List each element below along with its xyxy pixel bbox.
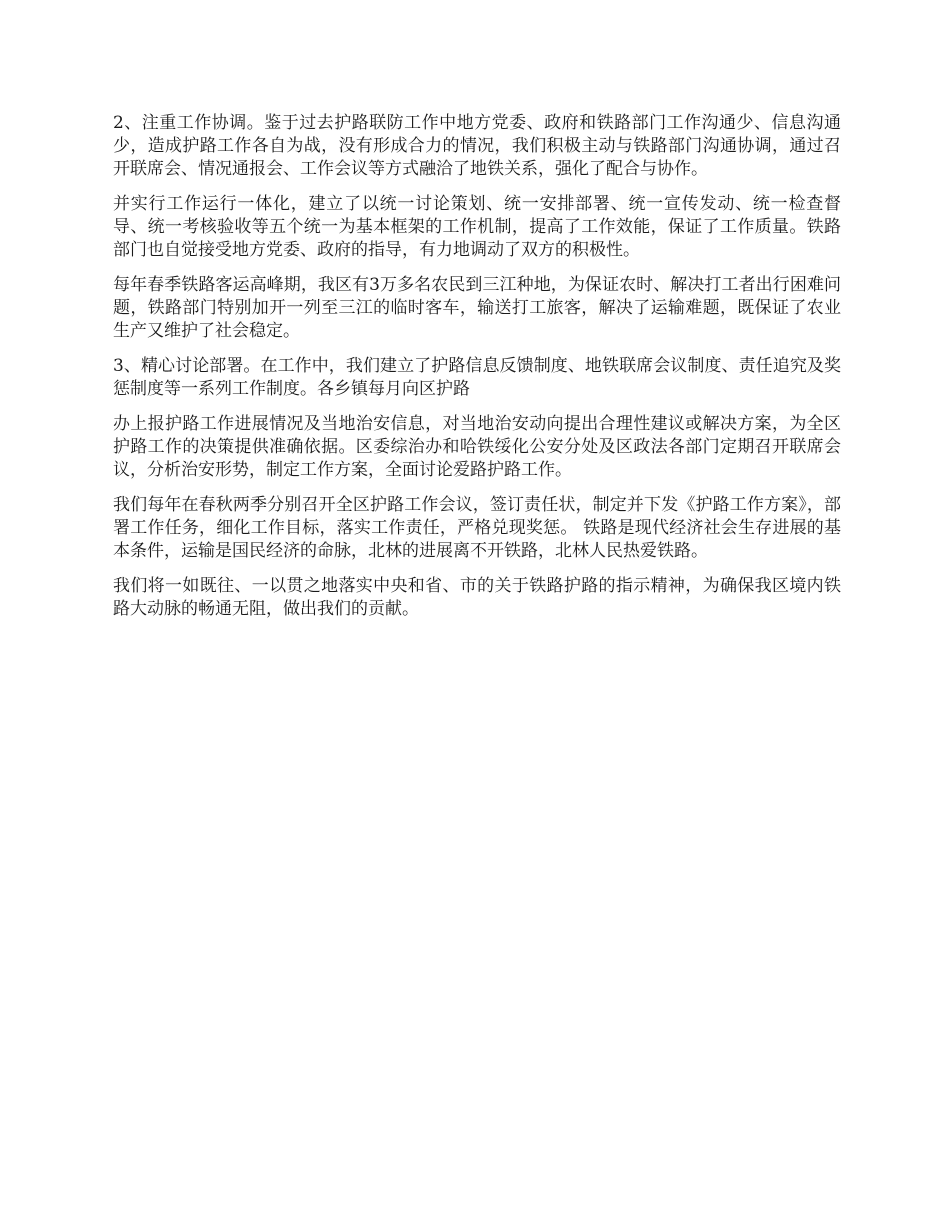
paragraph-coordination: 2、注重工作协调。鉴于过去护路联防工作中地方党委、政府和铁路部门工作沟通少、信息沟通少，造成护路工作各自为战，没有形成合力的情况，我们积极主动与铁路部门沟通协调，通过召开联席会、情况通报会、工作会议等方式融洽了地铁关系，强化了配合与协作。 xyxy=(113,113,841,179)
document-body xyxy=(113,112,841,633)
paragraph-annual-meeting: 我们每年在春秋两季分别召开全区护路工作会议，签订责任状，制定并下发《护路工作方案》，部署工作任务，细化工作目标，落实工作责任，严格兑现奖惩。 铁路是现代经济社会生存进展的基本条件，运输是国民经济的命脉，北林的进展离不开铁路，北林人民热爱铁路。 xyxy=(113,495,841,561)
paragraph-conclusion: 我们将一如既往、一以贯之地落实中央和省、市的关于铁路护路的指示精神，为确保我区境内铁路大动脉的畅通无阻，做出我们的贡献。 xyxy=(113,576,841,619)
paragraph-integration: 并实行工作运行一体化，建立了以统一讨论策划、统一安排部署、统一宣传发动、统一检查督导、统一考核验收等五个统一为基本框架的工作机制，提高了工作效能，保证了工作质量。铁路部门也自觉接受地方党委、政府的指导，有力地调动了双方的积极性。 xyxy=(113,194,841,260)
paragraph-deployment: 3、精心讨论部署。在工作中，我们建立了护路信息反馈制度、地铁联席会议制度、责任追究及奖惩制度等一系列工作制度。各乡镇每月向区护路 xyxy=(113,356,841,399)
paragraph-reporting: 办上报护路工作进展情况及当地治安信息，对当地治安动向提出合理性建议或解决方案，为全区护路工作的决策提供准确依据。区委综治办和哈铁绥化公安分处及区政法各部门定期召开联席会议，分析治安形势，制定工作方案，全面讨论爱路护路工作。 xyxy=(113,414,841,480)
paragraph-spring-transport: 每年春季铁路客运高峰期，我区有3万多名农民到三江种地，为保证农时、解决打工者出行困难问题，铁路部门特别加开一列至三江的临时客车，输送打工旅客，解决了运输难题，既保证了农业生产又维护了社会稳定。 xyxy=(113,275,841,341)
